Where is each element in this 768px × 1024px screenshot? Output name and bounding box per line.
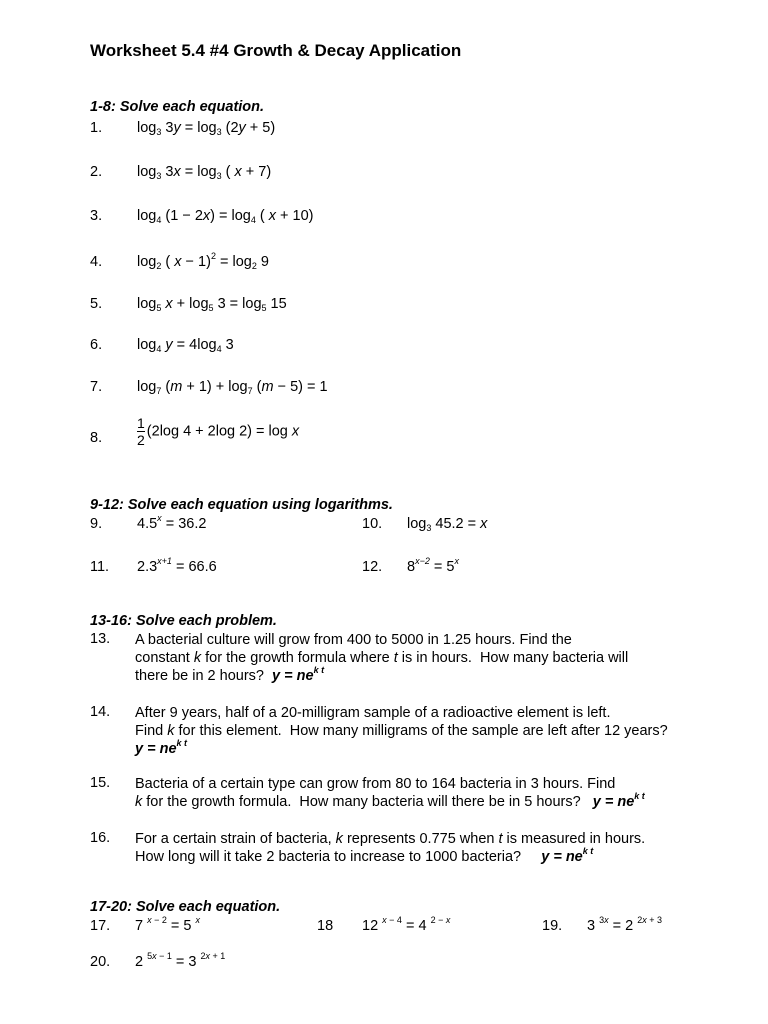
equation-8: $\frac{1}{2}$ (2log 4 + 2log 2) = log x	[137, 415, 300, 448]
equation-6: $\log_4 y = 4\log_4$ 3	[137, 337, 234, 354]
problem-number: 11.	[90, 559, 110, 575]
problem-number: 18	[317, 918, 334, 934]
problem-number: 5.	[90, 296, 103, 312]
section-heading-17-20: 17-20: Solve each equation.	[90, 899, 281, 915]
growth-formula: $y = ne^{k t}$	[272, 665, 325, 684]
equation-17: 7 $^{x - 2}$ = 5 $^x$	[135, 915, 200, 934]
problem-number: 20.	[90, 954, 111, 970]
problem-number: 14.	[90, 704, 111, 720]
problem-number: 19.	[542, 918, 563, 934]
problem-number: 6.	[90, 337, 103, 353]
equation-19: 3 $^{3x}$ = 2 $^{2x + 3}$	[587, 915, 663, 934]
problem-13-text: A bacterial culture will grow from 400 to 5000 in 1.25 hours. Find the constant k for the growth formula where t is in hours. How many bacteria will there be in 2 hours? $y = ne^{k t}$	[135, 632, 629, 684]
growth-formula: $y = ne^{k t}$	[541, 846, 594, 865]
equation-20: 2 $^{5x - 1}$ = 3 $^{2x + 1}$	[135, 951, 226, 970]
problem-number: 4.	[90, 254, 103, 270]
page-title: Worksheet 5.4 #4 Growth & Decay Application	[90, 41, 462, 60]
problem-number: 17.	[90, 918, 111, 934]
equation-10: $\log_3 45.2 = x$	[407, 516, 488, 533]
equation-12: $8^{x-2} = 5^x$	[407, 556, 459, 575]
problem-number: 10.	[362, 516, 383, 532]
growth-formula: $y = ne^{k t}$	[592, 791, 645, 810]
equation-3: $\log_4 (1 - 2x) = \log_4$ ( x + 10)	[137, 208, 314, 225]
equation-2: $\log_3 3x = \log_3$ ( x + 7)	[137, 164, 272, 181]
problem-number: 8.	[90, 430, 103, 446]
problem-14-text: After 9 years, half of a 20-milligram sample of a radioactive element is left. Find k for this element. How many milligrams of the sample are left after 12 years? $y = ne^{k t}$	[135, 705, 668, 757]
equation-1: $\log_3 3y = \log_3 (2y + 5)$	[137, 120, 276, 137]
section-heading-9-12: 9-12: Solve each equation using logarithms.	[90, 497, 393, 513]
section-heading-13-16: 13-16: Solve each problem.	[90, 613, 277, 629]
equation-9: $4.5^x = 36.2$	[137, 513, 207, 532]
equation-4: $\log_2$ ( $x - 1)^2 = \log_2 9$	[137, 251, 269, 271]
section-heading-1-8: 1-8: Solve each equation.	[90, 99, 265, 115]
growth-formula: $y = ne^{k t}$	[135, 738, 188, 757]
problem-number: 7.	[90, 379, 103, 395]
problem-number: 16.	[90, 830, 111, 846]
problem-number: 15.	[90, 775, 111, 791]
equation-5: $\log_5 x + \log_5 3 = \log_5 15$	[137, 296, 287, 313]
problem-number: 12.	[362, 559, 383, 575]
problem-number: 1.	[90, 120, 103, 136]
problem-number: 2.	[90, 164, 103, 180]
equation-7: $\log_7 (m + 1) + \log_7 (m - 5) = 1$	[137, 379, 328, 396]
problem-16-text: For a certain strain of bacteria, k represents 0.775 when t is measured in hours. How long will it take 2 bacteria to increase to 1000 bacteria? $y = ne^{k t}$	[135, 831, 646, 865]
problem-15-text: Bacteria of a certain type can grow from 80 to 164 bacteria in 3 hours. Find k for the growth formula. How many bacteria will there be in 5 hours? $y = ne^{k t}$	[135, 776, 645, 810]
problem-number: 13.	[90, 631, 111, 647]
problem-number: 9.	[90, 516, 103, 532]
equation-11: $2.3^{x+1} = 66.6$	[137, 556, 217, 575]
equation-18: 12 $^{x - 4}$ = 4 $^{2 - x}$	[362, 915, 451, 934]
problem-number: 3.	[90, 208, 103, 224]
